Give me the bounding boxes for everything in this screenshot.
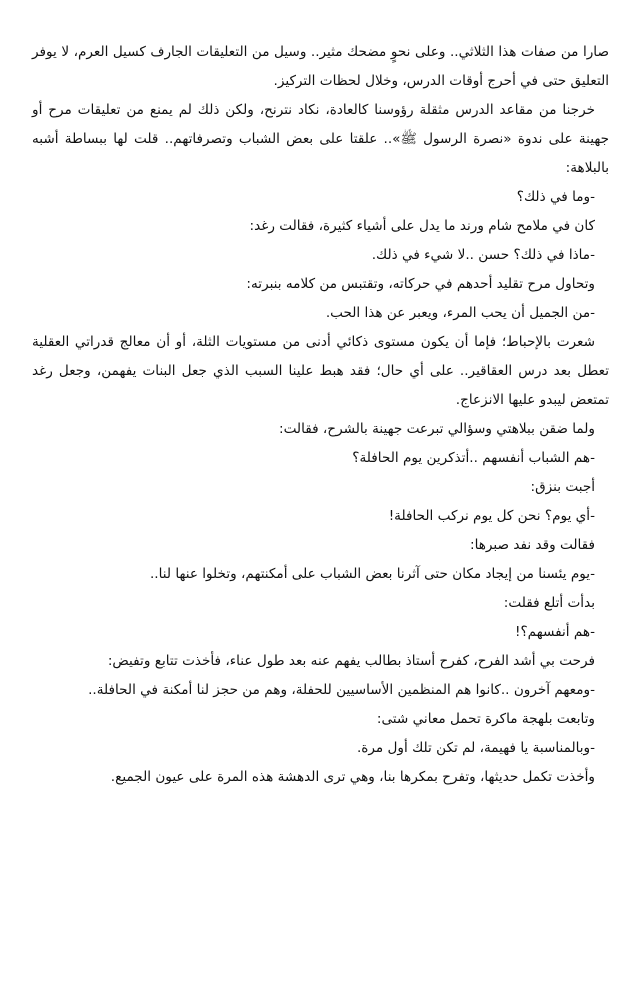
- paragraph-1: صارا من صفات هذا الثلاثي.. وعلى نحوٍ مضحك مثير.. وسيل من التعليقات الجارف كسيل العرم، لا يوفر التعليق حتى في أحرج أوقات الدرس، وخلال لحظات التركيز.: [32, 44, 609, 89]
- dialogue-line-2: -ماذا في ذلك؟ حسن ..لا شيء في ذلك.: [371, 247, 595, 263]
- document-page: [32, 38, 609, 792]
- paragraph-11: وتابعت بلهجة ماكرة تحمل معاني شتى:: [376, 711, 595, 727]
- dialogue-line-7: -هم أنفسهم؟!: [515, 624, 595, 640]
- paragraph-5: شعرت بالإحباط؛ فإما أن يكون مستوى ذكائي أدنى من مستويات الثلة، أو أن معالج قدراتي العقلية تعطل بعد درس العقاقير.. على أي حال؛ فقد هبط علينا السبب الذي جعل البنات يفهمن، وجعل رغد تمتعض ليبدو عليها الانزعاج.: [32, 334, 609, 408]
- paragraph-6: ولما ضقن ببلاهتي وسؤالي تبرعت جهينة بالشرح، فقالت:: [279, 421, 595, 437]
- dialogue-line-6: -يوم يئسنا من إيجاد مكان حتى آثرنا بعض الشباب على أمكنتهم، وتخلوا عنها لنا..: [149, 566, 595, 582]
- dialogue-line-8: -ومعهم آخرون ..كانوا هم المنظمين الأساسيين للحفلة، وهم من حجز لنا أمكنة في الحافلة..: [88, 682, 595, 698]
- paragraph-3: كان في ملامح شام ورند ما يدل على أشياء كثيرة، فقالت رغد:: [249, 218, 595, 234]
- paragraph-8: فقالت وقد نفد صبرها:: [470, 537, 595, 553]
- paragraph-12: وأخذت تكمل حديثها، وتفرح بمكرها بنا، وهي ترى الدهشة هذه المرة على عيون الجميع.: [110, 769, 595, 785]
- dialogue-line-9: -وبالمناسبة يا فهيمة، لم تكن تلك أول مرة.: [356, 740, 595, 756]
- paragraph-2: خرجنا من مقاعد الدرس مثقلة رؤوسنا كالعادة، نكاد نترنح، ولكن ذلك لم يمنع من تعليقات مرح أو جهينة على ندوة «نصرة الرسول ﷺ».. علقتا على بعض الشباب وتصرفاتهم.. قلت لها ببساطة أشبه بالبلاهة:: [32, 102, 609, 176]
- dialogue-line-5: -أي يوم؟ نحن كل يوم نركب الحافلة!: [388, 508, 595, 524]
- paragraph-10: فرحت بي أشد الفرح، كفرح أستاذ بطالب يفهم عنه بعد طول عناء، فأخذت تتابع وتفيض:: [107, 653, 595, 669]
- paragraph-7: أجبت بنزق:: [530, 479, 595, 495]
- dialogue-line-1: -وما في ذلك؟: [516, 189, 595, 205]
- paragraph-4: وتحاول مرح تقليد أحدهم في حركاته، وتقتبس من كلامه بنبرته:: [246, 276, 595, 292]
- dialogue-line-4: -هم الشباب أنفسهم ..أتذكرين يوم الحافلة؟: [352, 450, 595, 466]
- dialogue-line-3: -من الجميل أن يحب المرء، ويعبر عن هذا الحب.: [325, 305, 595, 321]
- paragraph-9: بدأت أتلع فقلت:: [503, 595, 595, 611]
